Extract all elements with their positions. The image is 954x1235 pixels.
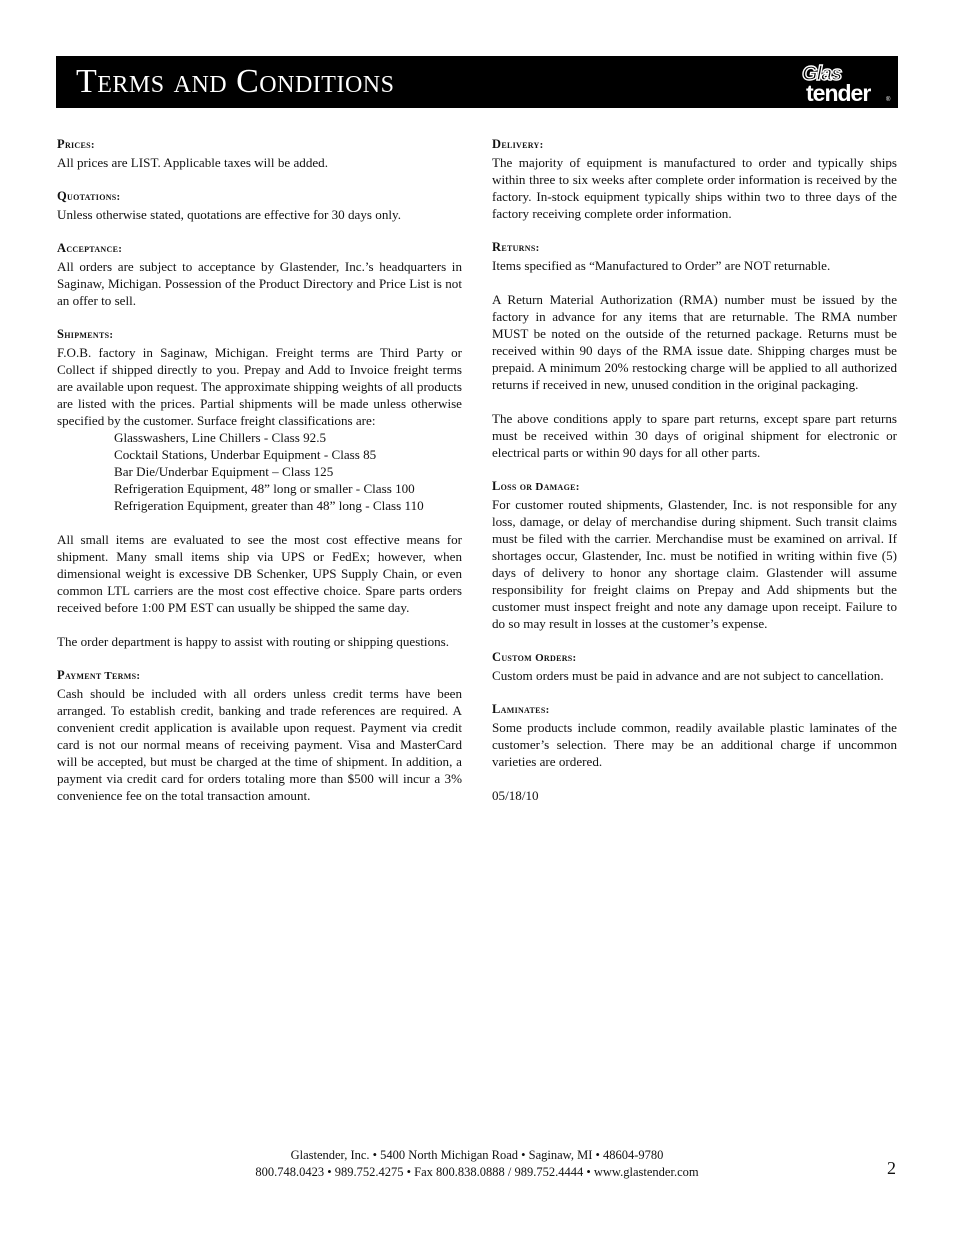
small-items-paragraph: All small items are evaluated to see the most cost effective means for shipment. Many small items ship via UPS or FedEx; however, when dimensional weight is excessive DB Schenker, UPS Supply Chain, or even common LTL carriers are the most cost effective choice. Spare parts orders received before 1:00 PM EST can usually be shipped the same day. xyxy=(57,532,462,615)
title-banner xyxy=(56,56,898,108)
section-body: Cash should be included with all orders unless credit terms have been arranged. To establish credit, banking and trade references are required. A convenient credit application is available upon request. Payment via credit card is not our normal means of receiving payment. Visa and MasterCard will be accepted, but must be charged at the time of shipment. In addition, a payment via credit card for orders totaling more than $500 will incur a 3% convenience fee on the total transaction amount. xyxy=(57,686,462,803)
page-title: Terms and Conditions xyxy=(76,63,395,100)
list-item: Refrigeration Equipment, 48” long or smaller - Class 100 xyxy=(114,481,415,496)
svg-text:tender: tender xyxy=(806,80,871,106)
section-shipments xyxy=(57,326,462,650)
section-prices xyxy=(57,136,462,171)
section-loss-damage xyxy=(492,478,897,632)
section-body: Unless otherwise stated, quotations are effective for 30 days only. xyxy=(57,207,401,222)
footer-contact: 800.748.0423 • 989.752.4275 • Fax 800.838.0888 / 989.752.4444 • www.glastender.com xyxy=(255,1165,699,1179)
section-custom-orders xyxy=(492,649,897,684)
section-acceptance xyxy=(57,240,462,309)
section-body: The majority of equipment is manufactured to order and typically ships within three to six weeks after complete order information is received by the factory. In-stock equipment typically ships within two to three days of the factory receiving complete order information. xyxy=(492,155,897,221)
section-payment-terms xyxy=(57,667,462,804)
section-heading: Laminates: xyxy=(492,702,550,716)
list-item: Refrigeration Equipment, greater than 48” long - Class 110 xyxy=(114,498,424,513)
revision-date: 05/18/10 xyxy=(492,788,539,803)
svg-text:Glas: Glas xyxy=(802,63,842,85)
section-heading: Custom Orders: xyxy=(492,650,577,664)
section-body: For customer routed shipments, Glastender, Inc. is not responsible for any loss, damage, or delay of merchandise during shipment. Such transit claims must be filed with the carrier. Merchandise must be examined on arrival. If shortages occur, Glastender, Inc. must be notified in writing within five (5) days of delivery to honor any shortage claim. Glastender will assume responsibility for freight claims on Prepay and Add shipments but the customer must inspect freight and note any damage upon receipt. Failure to do so may result in losses at the customer’s expense. xyxy=(492,497,897,631)
section-heading: Delivery: xyxy=(492,137,544,151)
section-laminates xyxy=(492,701,897,770)
section-body: All prices are LIST. Applicable taxes will be added. xyxy=(57,155,328,170)
rma-paragraph: A Return Material Authorization (RMA) number must be issued by the factory in advance for any items that are returnable. The RMA number MUST be noted on the outside of the returned package. Returns must be received within 90 days of the RMA issue date. Shipping charges must be prepaid. A minimum 20% restocking charge will be applied to all authorized returns if received in new, unused condition in the original packaging. xyxy=(492,292,897,392)
footer xyxy=(150,1147,804,1181)
section-body: Some products include common, readily available plastic laminates of the customer’s selection. There may be an additional charge if uncommon varieties are ordered. xyxy=(492,720,897,769)
section-delivery xyxy=(492,136,897,222)
section-body: All orders are subject to acceptance by Glastender, Inc.’s headquarters in Saginaw, Michigan. Possession of the Product Directory and Price List is not an offer to sell. xyxy=(57,259,462,308)
section-body: F.O.B. factory in Saginaw, Michigan. Freight terms are Third Party or Collect if shipped directly to you. Prepay and Add to Invoice freight terms are available upon request. The approximate shipping weights of all products are listed with the prices. Partial shipments will be made unless otherwise specified by the customer. Surface freight classifications are: xyxy=(57,345,462,428)
list-item: Glasswashers, Line Chillers - Class 92.5 xyxy=(114,430,327,445)
list-item: Cocktail Stations, Underbar Equipment - Class 85 xyxy=(114,447,377,462)
list-item: Bar Die/Underbar Equipment – Class 125 xyxy=(114,464,334,479)
svg-text:®: ® xyxy=(886,97,891,103)
freight-class-list xyxy=(57,429,462,514)
page-number: 2 xyxy=(887,1158,896,1178)
right-column xyxy=(492,136,897,804)
section-heading: Prices: xyxy=(57,137,95,151)
section-heading: Returns: xyxy=(492,240,540,254)
section-heading: Acceptance: xyxy=(57,241,123,255)
section-heading: Quotations: xyxy=(57,189,121,203)
glastender-logo-icon xyxy=(798,60,894,106)
footer-address: Glastender, Inc. • 5400 North Michigan Road • Saginaw, MI • 48604-9780 xyxy=(290,1148,664,1162)
spare-parts-paragraph: The above conditions apply to spare part returns, except spare part returns must be received within 30 days of original shipment for electronic or electrical parts or within 90 days for all other parts. xyxy=(492,411,897,460)
section-heading: Payment Terms: xyxy=(57,668,141,682)
section-quotations xyxy=(57,188,462,223)
left-column xyxy=(57,136,462,821)
section-body: Custom orders must be paid in advance and are not subject to cancellation. xyxy=(492,668,884,683)
section-body: Items specified as “Manufactured to Order” are NOT returnable. xyxy=(492,258,831,273)
section-returns xyxy=(492,239,897,461)
order-department-paragraph: The order department is happy to assist with routing or shipping questions. xyxy=(57,634,450,649)
section-heading: Shipments: xyxy=(57,327,114,341)
section-heading: Loss or Damage: xyxy=(492,479,580,493)
